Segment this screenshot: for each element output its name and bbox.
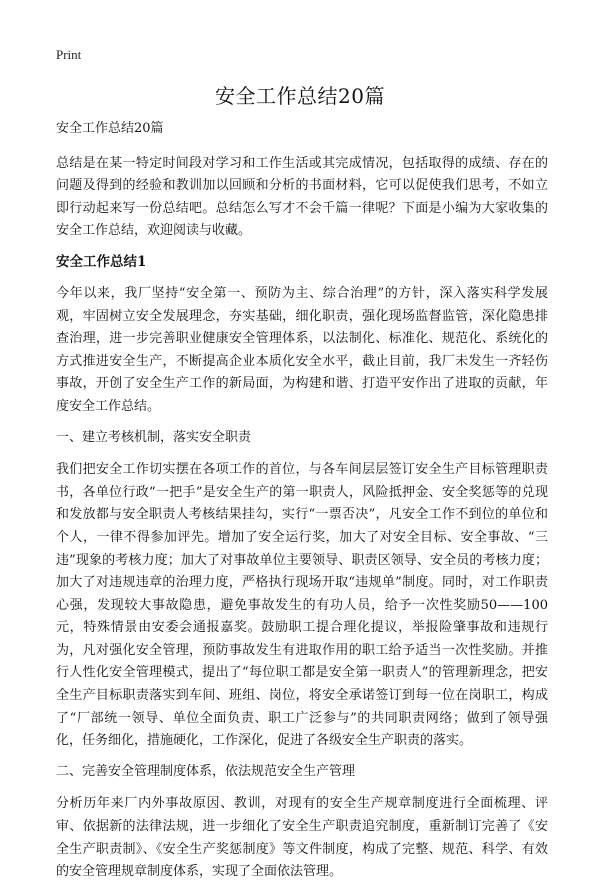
intro-paragraph: 总结是在某一特定时间段对学习和工作生活或其完成情况，包括取得的成绩、存在的问题及得到的经验和教训加以回顾和分析的书面材料，它可以促使我们思考，不如立即行动起来写一份总结吧。总结怎么写才不会千篇一律呢？下面是小编为大家收集的安全工作总结，欢迎阅读与收藏。 xyxy=(56,155,548,239)
document-title: 安全工作总结20篇 xyxy=(215,84,385,108)
section-title: 安全工作总结1 xyxy=(56,253,147,270)
heading-2: 二、完善安全管理制度体系，依法规范安全生产管理 xyxy=(56,763,356,779)
paragraph-2: 我们把安全工作切实摆在各项工作的首位，与各车间层层签订安全生产目标管理职责书，各单位行政“一把手”是安全生产的第一职责人，风险抵押金、安全奖惩等的兑现和发放都与安全职责人考核结果挂勾，实行“一票否决”，凡安全工作不到位的单位和个人，一律不得参加评先。增加了安全运行奖，加大了对安全目标、安全事故、“三违”现象的考核力度；加大了对事故单位主要领导、职责区领导、安全员的考核力度；加大了对违规违章的治理力度，严格执行现场开取“违规单”制度。同时，对工作职责心强，发现较大事故隐患，避免事故发生的有功人员，给予一次性奖励50——100元，特殊情景由安委会通报嘉奖。鼓励职工提合理化提议，举报险肇事故和违规行为，凡对强化安全管理，预防事故发生有进取作用的职工给予适当一次性奖励。并推行人性化安全管理模式，提出了“每位职工都是安全第一职责人”的管理新理念，把安全生产目标职责落实到车间、班组、岗位，将安全承诺签订到每一位在岗职工，构成了“厂部统一领导、单位全面负责、职工广泛参与”的共同职责网络；做到了领导强化，任务细化，措施硬化，工作深化，促进了各级安全生产职责的落实。 xyxy=(56,462,548,749)
document-body xyxy=(56,118,548,892)
paragraph-1: 今年以来，我厂坚持“安全第一、预防为主、综合治理”的方针，深入落实科学发展观，牢固树立安全发展理念，夯实基础，细化职责，强化现场监督监管，深化隐患排查治理，进一步完善职业健康安全管理体系，以法制化、标准化、规范化、系统化的方式推进安全生产，不断提高企业本质化安全水平，截止目前，我厂未发生一齐轻伤事故，开创了安全生产工作的新局面，为构建和谐、打造平安作出了进取的贡献，年度安全工作总结。 xyxy=(56,285,548,414)
print-link[interactable]: Print xyxy=(56,47,82,62)
heading-1: 一、建立考核机制，落实安全职责 xyxy=(56,429,252,445)
document-subtitle: 安全工作总结20篇 xyxy=(56,121,164,136)
paragraph-3: 分析历年来厂内外事故原因、教训，对现有的安全生产规章制度进行全面梳理、评审、依据新的法律法规，进一步细化了安全生产职责追究制度，重新制订完善了《安全生产职责制》、《安全生产奖惩制度》等文件制度，构成了完整、规范、科学、有效的安全管理规章制度体系，实现了全面依法管理。 xyxy=(56,796,548,880)
